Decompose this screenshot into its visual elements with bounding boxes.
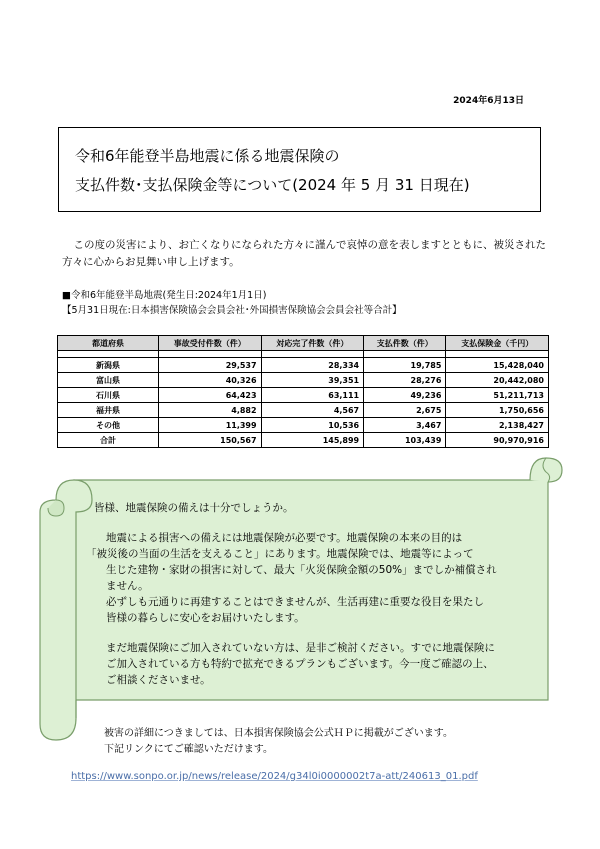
cell-prefecture: 新潟県 xyxy=(58,358,159,373)
cell-paid-amount: 51,211,713 xyxy=(446,388,549,403)
footer-line-1: 被害の詳細につきましては、日本損害保険協会公式ＨＰに掲載がございます。 xyxy=(104,728,453,739)
earthquake-subheading: 【5月31日現在:日本損害保険協会会員会社･外国損害保険協会会員会社等合計】 xyxy=(62,305,402,316)
scroll-line: ません。 xyxy=(106,580,149,592)
cell-completed: 63,111 xyxy=(261,388,364,403)
scroll-line: ご加入されている方も特約で拡充できるプランもございます。今一度ご確認の上、 xyxy=(106,658,494,670)
cell-paid-amount: 1,750,656 xyxy=(446,403,549,418)
cell-prefecture: 富山県 xyxy=(58,373,159,388)
footer-note xyxy=(104,726,453,758)
cell-paid-count: 2,675 xyxy=(364,403,446,418)
title-line-2: 支払件数･支払保険金等について(2024 年 5 月 31 日現在) xyxy=(75,176,470,194)
cell-completed: 10,536 xyxy=(261,418,364,433)
document-date: 2024年6月13日 xyxy=(453,96,524,106)
cell-accepted: 4,882 xyxy=(159,403,262,418)
cell-paid-count: 49,236 xyxy=(364,388,446,403)
scroll-line: 地震による損害への備えには地震保険が必要です。地震保険の本来の目的は xyxy=(106,532,463,544)
cell-prefecture: その他 xyxy=(58,418,159,433)
scroll-line: 皆様の暮らしに安心をお届けいたします。 xyxy=(106,612,305,624)
cell-paid-count: 28,276 xyxy=(364,373,446,388)
scroll-line: 必ずしも元通りに再建することはできませんが、生活再建に重要な役目を果たし xyxy=(106,596,484,608)
cell-completed: 145,899 xyxy=(261,433,364,448)
scroll-paragraph-1: 皆様、地震保険の備えは十分でしょうか。 xyxy=(94,502,294,514)
cell-paid-count: 3,467 xyxy=(364,418,446,433)
cell-completed: 39,351 xyxy=(261,373,364,388)
cell-accepted: 150,567 xyxy=(159,433,262,448)
scroll-message xyxy=(86,500,554,688)
earthquake-heading: ■令和6年能登半島地震(発生日:2024年1月1日) xyxy=(62,290,267,301)
title-line-1: 令和6年能登半島地震に係る地震保険の xyxy=(75,147,340,165)
cell-accepted: 40,326 xyxy=(159,373,262,388)
report-link[interactable]: https://www.sonpo.or.jp/news/release/2024/g34l0i0000002t7a-att/240613_01.pdf xyxy=(71,771,478,782)
condolence-text: この度の災害により、お亡くなりになられた方々に謹んで哀悼の意を表しますとともに、被災された方々に心からお見舞い申し上げます。 xyxy=(62,239,547,268)
header-paid-count: 支払件数（件） xyxy=(364,336,446,351)
cell-paid-amount: 15,428,040 xyxy=(446,358,549,373)
cell-paid-amount: 90,970,916 xyxy=(446,433,549,448)
cell-accepted: 11,399 xyxy=(159,418,262,433)
cell-paid-amount: 2,138,427 xyxy=(446,418,549,433)
scroll-line: 「被災後の当面の生活を支えること」にあります。地震保険では、地震等によって xyxy=(86,548,474,560)
header-completed: 対応完了件数（件） xyxy=(261,336,364,351)
cell-accepted: 64,423 xyxy=(159,388,262,403)
cell-paid-amount: 20,442,080 xyxy=(446,373,549,388)
footer-line-2: 下記リンクにてご確認いただけます。 xyxy=(104,744,273,755)
cell-completed: 28,334 xyxy=(261,358,364,373)
cell-paid-count: 19,785 xyxy=(364,358,446,373)
cell-accepted: 29,537 xyxy=(159,358,262,373)
scroll-curl-top xyxy=(530,458,562,482)
cell-prefecture: 石川県 xyxy=(58,388,159,403)
header-paid-amount: 支払保険金（千円） xyxy=(446,336,549,351)
cell-paid-count: 103,439 xyxy=(364,433,446,448)
scroll-line: 生じた建物・家財の損害に対して、最大「火災保険金額の50%」までしか補償され xyxy=(106,564,497,576)
header-accepted: 事故受付件数（件） xyxy=(159,336,262,351)
cell-completed: 4,567 xyxy=(261,403,364,418)
header-prefecture: 都道府県 xyxy=(58,336,159,351)
cell-prefecture: 福井県 xyxy=(58,403,159,418)
scroll-line: まだ地震保険にご加入されていない方は、是非ご検討ください。すでに地震保険に xyxy=(106,642,495,654)
cell-prefecture: 合計 xyxy=(58,433,159,448)
scroll-line: ご相談くださいませ。 xyxy=(106,674,211,686)
